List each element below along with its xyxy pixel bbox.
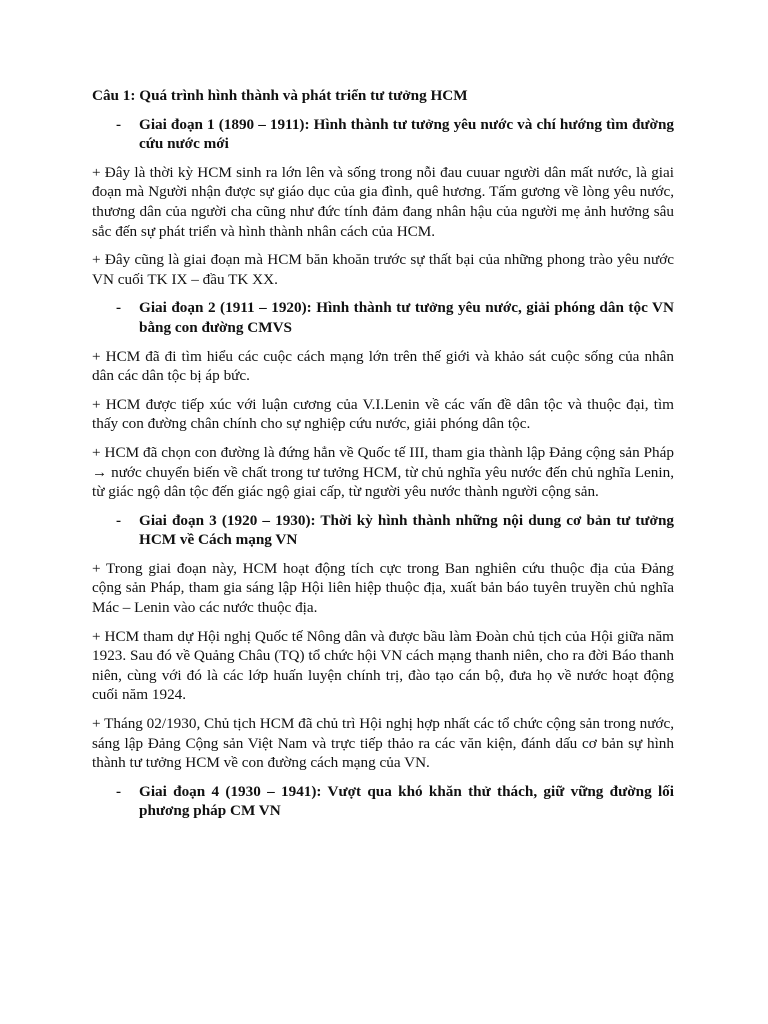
paragraph: + HCM đã chọn con đường là đứng hẳn về Quốc tế III, tham gia thành lập Đảng cộng sản Pháp → nước chuyển biến về chất trong tư tưởng HCM, từ chủ nghĩa yêu nước đến chủ nghĩa Lenin, từ giác ngộ dân tộc đến giác ngộ giai cấp, từ người yêu nước thành người cộng sản. xyxy=(92,443,674,501)
section-title-1 xyxy=(92,115,674,154)
document-page xyxy=(92,86,674,830)
paragraph: + HCM đã đi tìm hiểu các cuộc cách mạng lớn trên thế giới và khảo sát cuộc sống của nhân dân các dân tộc bị áp bức. xyxy=(92,347,674,385)
paragraph: + HCM tham dự Hội nghị Quốc tế Nông dân và được bầu làm Đoàn chủ tịch của Hội giữa năm 1923. Sau đó về Quảng Châu (TQ) tổ chức hội VN cách mạng thanh niên, cho ra đời Báo thanh niên, cùng với đó là các lớp huấn luyện chính trị, đào tạo cán bộ, đưa họ về nước hoạt động cuối năm 1924. xyxy=(92,627,674,704)
list-dash: - xyxy=(116,782,122,800)
list-dash: - xyxy=(116,299,122,317)
section-title-text: Giai đoạn 3 (1920 – 1930): Thời kỳ hình thành những nội dung cơ bản tư tưởng HCM về Cách mạng VN xyxy=(139,511,674,549)
paragraph: + Đây cũng là giai đoạn mà HCM băn khoăn trước sự thất bại của những phong trào yêu nước VN cuối TK IX – đầu TK XX. xyxy=(92,251,674,288)
list-dash: - xyxy=(116,511,122,529)
section-title-text: Giai đoạn 4 (1930 – 1941): Vượt qua khó khăn thử thách, giữ vững đường lối phương pháp CM VN xyxy=(139,782,674,820)
paragraph: + HCM được tiếp xúc với luận cương của V.I.Lenin về các vấn đề dân tộc và thuộc đại, tìm thấy con đường chân chính cho sự nghiệp cứu nước, giải phóng dân tộc. xyxy=(92,395,674,433)
section-title-2 xyxy=(92,298,674,337)
paragraph: + Đây là thời kỳ HCM sinh ra lớn lên và sống trong nỗi đau cuuar người dân mất nước, là giai đoạn mà Người nhận được sự giáo dục của gia đình, quê hương. Tấm gương về lòng yêu nước, thương dân của người cha cũng như đức tính đảm đang nhân hậu của người mẹ ảnh hưởng sâu sắc đến sự phát triển và hình thành nhân cách của HCM. xyxy=(92,163,674,240)
section-title-text: Giai đoạn 1 (1890 – 1911): Hình thành tư tưởng yêu nước và chí hướng tìm đường cứu nước mới xyxy=(139,115,674,153)
paragraph: + Trong giai đoạn này, HCM hoạt động tích cực trong Ban nghiên cứu thuộc địa của Đảng cộng sản Pháp, tham gia sáng lập Hội liên hiệp thuộc địa, xuất bản báo tuyên truyền chủ nghĩa Mác – Lenin vào các nước thuộc địa. xyxy=(92,559,674,617)
section-title-3 xyxy=(92,511,674,550)
paragraph: + Tháng 02/1930, Chủ tịch HCM đã chủ trì Hội nghị hợp nhất các tổ chức cộng sản trong nước, sáng lập Đảng Cộng sản Việt Nam và trực tiếp thảo ra các văn kiện, đánh dấu cơ bản sự hình thành tư tưởng HCM về con đường cách mạng của VN. xyxy=(92,715,674,772)
section-title-4 xyxy=(92,782,674,821)
list-dash: - xyxy=(116,115,122,133)
section-title-text: Giai đoạn 2 (1911 – 1920): Hình thành tư tưởng yêu nước, giải phóng dân tộc VN bằng con đường CMVS xyxy=(139,299,674,336)
document-heading: Câu 1: Quá trình hình thành và phát triển tư tưởng HCM xyxy=(92,87,468,104)
